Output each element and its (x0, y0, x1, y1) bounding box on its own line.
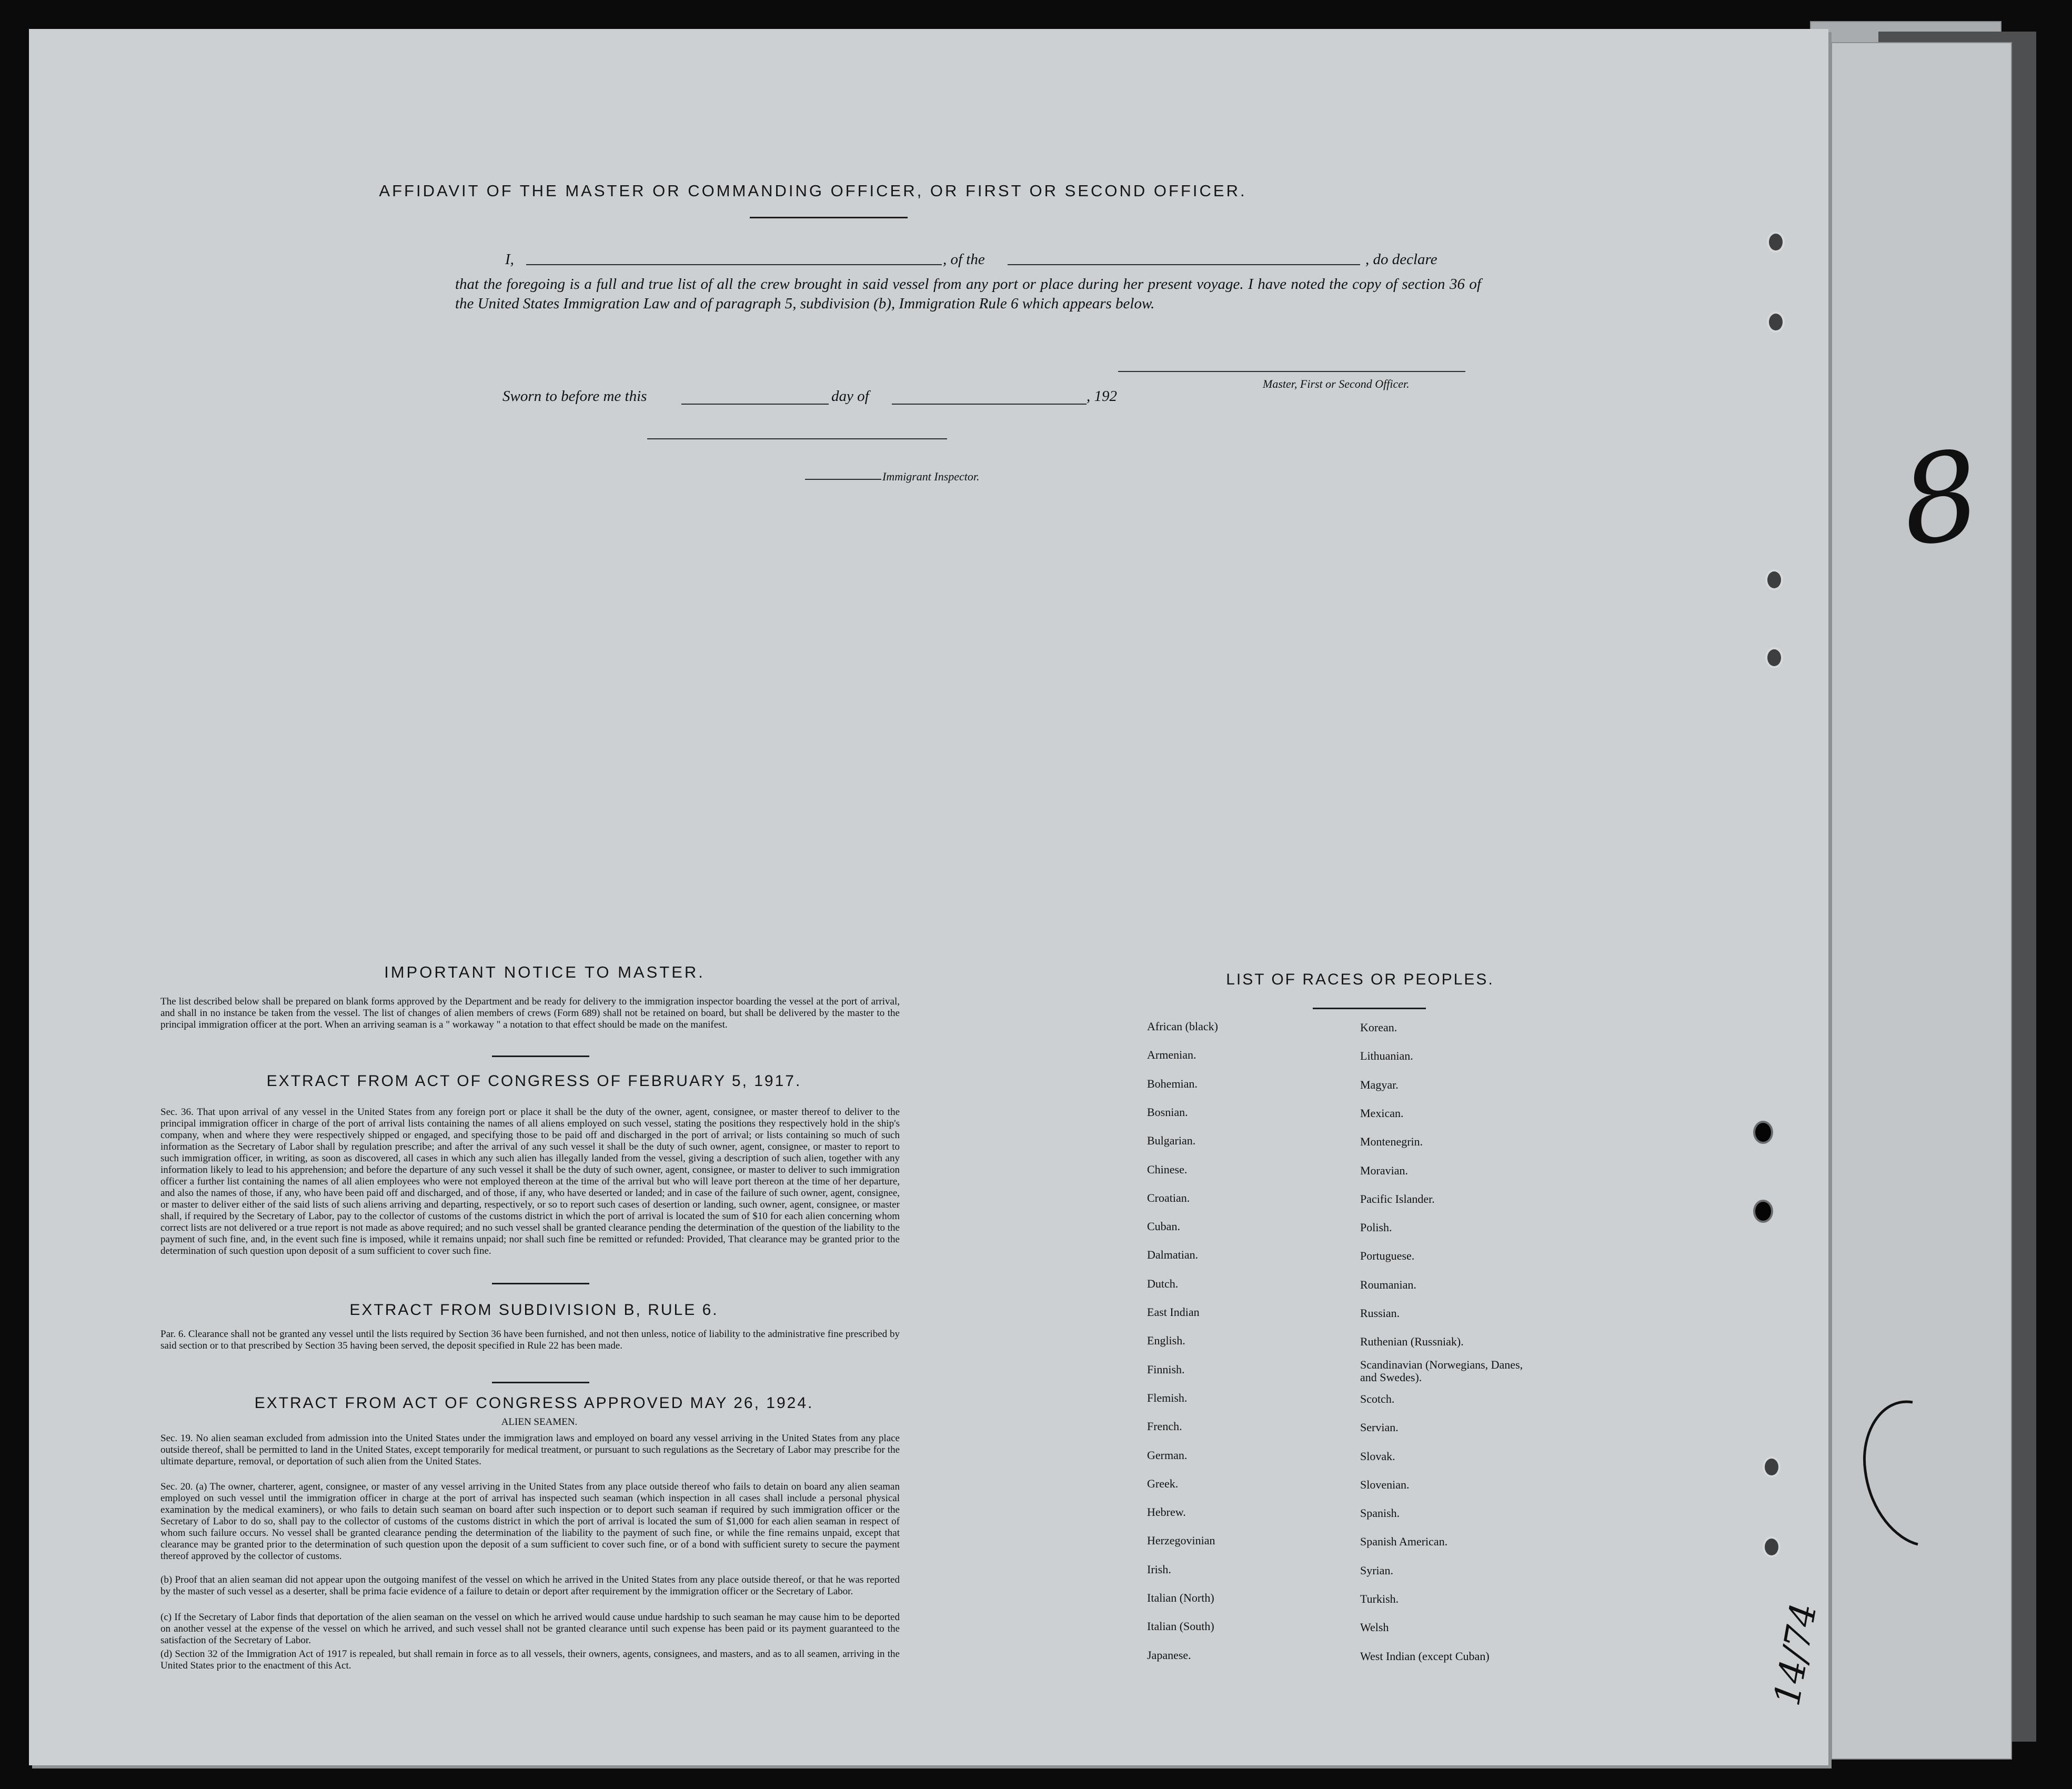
race-item: Irish. (1147, 1562, 1171, 1576)
punch-hole (1767, 232, 1785, 253)
race-item: Dutch. (1147, 1277, 1179, 1290)
title-rule (750, 217, 908, 218)
handwritten-note: 14/74 (1766, 1600, 1825, 1709)
notice-title: IMPORTANT NOTICE TO MASTER. (384, 963, 705, 981)
race-item: Slovenian. (1360, 1478, 1410, 1491)
race-item: Syrian. (1360, 1563, 1393, 1577)
subdivision-rule (492, 1382, 589, 1383)
race-item: Bosnian. (1147, 1105, 1188, 1119)
race-item: Servian. (1360, 1421, 1399, 1434)
extract-1924-sec20c: (c) If the Secretary of Labor finds that deportation of the alien seaman on the vessel on which he arrived would cause undue hardship to such seaman he may cause him to be deported on another vessel at the expense of the vessel on which he arrived, and such vessel shall not be granted clearance until such expense has been paid or its payment guaranteed to the satisfaction of the Secretary of Labor. (160, 1612, 900, 1646)
punch-hole (1763, 1536, 1781, 1557)
race-item: Italian (South) (1147, 1620, 1214, 1633)
sworn-day-line[interactable] (681, 404, 829, 405)
affidavit-i: I, (505, 251, 514, 268)
race-item: Hebrew. (1147, 1505, 1186, 1519)
race-item: Roumanian. (1360, 1278, 1416, 1291)
inspector-label: Immigrant Inspector. (882, 470, 980, 483)
races-rule (1313, 1008, 1426, 1009)
race-item: Flemish. (1147, 1391, 1188, 1404)
master-signature-line[interactable] (1118, 371, 1465, 372)
race-item: Italian (North) (1147, 1591, 1214, 1604)
subdivision-text: Par. 6. Clearance shall not be granted any vessel until the lists required by Section 36 have been furnished, and not then unless, notice of liability to the administrative fine prescribed by said section or to that prescribed by Section 35 having been served, the deposit specified in Rule 22 has been made. (160, 1329, 900, 1351)
affidavit-body: that the foregoing is a full and true list of all the crew brought in said vessel from any port or place during her present voyage. I have noted the copy of section 36 of the United States Immigration Law and of paragraph 5, subdivision (b), Immigration Rule 6 which appears below. (455, 276, 1481, 312)
affidavit-title: AFFIDAVIT OF THE MASTER OR COMMANDING OFFICER, OR FIRST OR SECOND OFFICER. (379, 182, 1247, 200)
document-page (29, 29, 1989, 1765)
race-item: Herzegovinian (1147, 1534, 1215, 1547)
notice-rule (492, 1056, 589, 1057)
race-item: Armenian. (1147, 1048, 1196, 1062)
race-item: African (black) (1147, 1020, 1218, 1033)
race-item: Croatian. (1147, 1191, 1190, 1204)
extract-1924-sec20b: (b) Proof that an alien seaman did not appear upon the outgoing manifest of the vessel on which he arrived in the United States from any place outside thereof, or that he was reported by the master of such vessel as a deserter, shall be prima facie evidence of a failure to detain or deport after requirement by the immigration officer or the Secretary of Labor. (160, 1574, 900, 1597)
race-item: English. (1147, 1334, 1185, 1348)
punch-hole (1753, 1200, 1773, 1223)
punch-hole (1765, 647, 1783, 668)
sworn-day-of: day of (831, 388, 869, 405)
notice-text: The list described below shall be prepared on blank forms approved by the Department and be ready for delivery to the immigration inspector boarding the vessel at the port of arrival, and shall in no instance be taken from the vessel. The list of changes of alien members of crews (Form 689) shall not be retained on board, but shall be delivered by the master to the principal immigration officer at the port. When an arriving seaman is a " workaway " a notation to that effect should be made on the manifest. (160, 996, 900, 1030)
race-item: Spanish. (1360, 1506, 1400, 1520)
handwritten-circle (1849, 1392, 1923, 1550)
races-title: LIST OF RACES OR PEOPLES. (1226, 971, 1494, 988)
race-item: Turkish. (1360, 1592, 1399, 1605)
extract-1924-sec19: Sec. 19. No alien seaman excluded from admission into the United States under the immigration laws and employed on board any vessel arriving in the United States from any place outside thereof, shall be permitted to land in the United States, except temporarily for medical treatment, or pursuant to such regulations as the Secretary of Labor may prescribe for the ultimate departure, removal, or deportation of such alien from the United States. (160, 1433, 900, 1467)
subdivision-title: EXTRACT FROM SUBDIVISION B, RULE 6. (349, 1301, 719, 1319)
extract-1917-title: EXTRACT FROM ACT OF CONGRESS OF FEBRUARY 5, 1917. (266, 1072, 802, 1090)
sworn-prefix: Sworn to before me this (502, 388, 647, 405)
race-item: Slovak. (1360, 1449, 1395, 1463)
race-item: Moravian. (1360, 1163, 1409, 1177)
inspector-line-2[interactable] (805, 479, 881, 480)
race-item: Ruthenian (Russniak). (1360, 1335, 1464, 1349)
race-item: Bulgarian. (1147, 1134, 1196, 1148)
punch-hole (1763, 1456, 1781, 1478)
race-item: German. (1147, 1448, 1188, 1462)
extract-1917-rule (492, 1283, 589, 1284)
affidavit-do-declare: , do declare (1365, 251, 1437, 268)
race-item: French. (1147, 1420, 1182, 1433)
extract-1924-sec20a: Sec. 20. (a) The owner, charterer, agent, consignee, or master of any vessel arriving in the United States from any place outside thereof who fails to detain on board any alien seaman employed on such vessel until the immigration officer in charge at the port of arrival has inspected such seaman (which inspection in all cases shall include a personal physical examination by the medical examiners), or who fails to detain such seaman on board after such inspection or to deport such seaman if required by such immigration officer or the Secretary of Labor to do so, shall pay to the collector of customs of the customs district in which the port of arrival is located the sum of $1,000 for each alien seaman in respect of whom such failure occurs. No vessel shall be granted clearance pending the determination of the liability to the payment of such fine, or while the fine remains unpaid, except that clearance may be granted prior to the determination of such question upon the deposit of a sum sufficient to cover such fine, or of a bond with sufficient surety to secure the payment thereof approved by the collector of customs. (160, 1481, 900, 1562)
race-item: Polish. (1360, 1221, 1392, 1234)
punch-hole (1767, 311, 1785, 333)
inspector-line-1[interactable] (647, 438, 947, 439)
race-item: Pacific Islander. (1360, 1192, 1435, 1205)
vessel-fill-line[interactable] (1008, 264, 1360, 265)
extract-1924-title: EXTRACT FROM ACT OF CONGRESS APPROVED MAY 26, 1924. (254, 1394, 814, 1412)
race-item: Portuguese. (1360, 1249, 1415, 1263)
race-item: Lithuanian. (1360, 1049, 1413, 1063)
extract-1924-sec20d: (d) Section 32 of the Immigration Act of 1917 is repealed, but shall remain in force as to all vessels, their owners, agents, consignees, and masters, and as to all seamen, arriving in the United States prior to the enactment of this Act. (160, 1649, 900, 1671)
race-item: Chinese. (1147, 1162, 1188, 1176)
race-item: Korean. (1360, 1021, 1397, 1034)
race-item: Finnish. (1147, 1362, 1185, 1376)
race-item: Montenegrin. (1360, 1135, 1423, 1149)
race-item: Cuban. (1147, 1220, 1180, 1233)
race-item: East Indian (1147, 1305, 1200, 1319)
race-item: Japanese. (1147, 1648, 1191, 1662)
race-item: West Indian (except Cuban) (1360, 1649, 1490, 1663)
name-fill-line[interactable] (526, 264, 942, 265)
extract-1924-subtitle: ALIEN SEAMEN. (501, 1416, 578, 1428)
master-signature-label: Master, First or Second Officer. (1263, 377, 1410, 390)
handwritten-number: 8 (1893, 424, 1989, 574)
race-item: Bohemian. (1147, 1077, 1198, 1090)
race-item: Dalmatian. (1147, 1248, 1199, 1262)
race-item: Russian. (1360, 1306, 1400, 1320)
race-item: Magyar. (1360, 1078, 1399, 1091)
punch-hole (1765, 569, 1783, 590)
race-item: Mexican. (1360, 1106, 1404, 1120)
race-item: Scotch. (1360, 1392, 1395, 1405)
extract-1917-text: Sec. 36. That upon arrival of any vessel in the United States from any foreign port or place it shall be the duty of the owner, agent, consignee, or master thereof to deliver to the principal immigration officer in charge of the port of arrival lists containing the names of all aliens employed on such vessel, stating the positions they respectively hold in the ship's company, when and where they were respectively shipped or engaged, and specifying those to be paid off and discharged in the port of arrival; or lists containing so much of such information as the Secretary of Labor shall by regulation prescribe; and after the arrival of any such vessel it shall be the duty of such owner, agent, consignee, or master to report to such immigration officer, in writing, as soon as discovered, all cases in which any such alien has illegally landed from the vessel, giving a description of such alien, together with any information likely to lead to his apprehension; and before the departure of any such vessel it shall be the duty of such owner, agent, consignee, or master to deliver to such immigration officer a further list containing the names of all alien employees who were not employed thereon at the time of the arrival but who will leave port thereon at the time of her departure, and also the names of those, if any, who have been paid off and discharged, and of those, if any, who have deserted or landed; and in case of the failure of such owner, agent, consignee, or master to deliver either of the said lists of such aliens arriving and departing, respectively, or so to report such cases of desertion or landing, such owner, agent, consignee, or master shall, if required by the Secretary of Labor, pay to the collector of customs of the customs district in which the port of arrival is located the sum of $10 for each alien concerning whom correct lists are not delivered or a true report is not made as above required; and no such vessel shall be granted clearance pending the determination of the question of the liability to the payment of such fine, and, in the event such fine is imposed, while it remains unpaid; nor shall such fine be remitted or refunded: Provided, That clearance may be granted prior to the determination of such question upon deposit of a sum sufficient to cover such fine. (160, 1107, 900, 1257)
race-item: Welsh (1360, 1621, 1389, 1634)
punch-hole (1753, 1121, 1773, 1144)
race-item: Spanish American. (1360, 1535, 1448, 1549)
affidavit-of-the: , of the (943, 251, 985, 268)
race-item: Greek. (1147, 1476, 1179, 1490)
sworn-year: , 192 (1087, 388, 1117, 405)
race-item: Scandinavian (Norwegians, Danes, and Swedes). (1360, 1358, 1523, 1384)
sworn-month-line[interactable] (892, 404, 1087, 405)
